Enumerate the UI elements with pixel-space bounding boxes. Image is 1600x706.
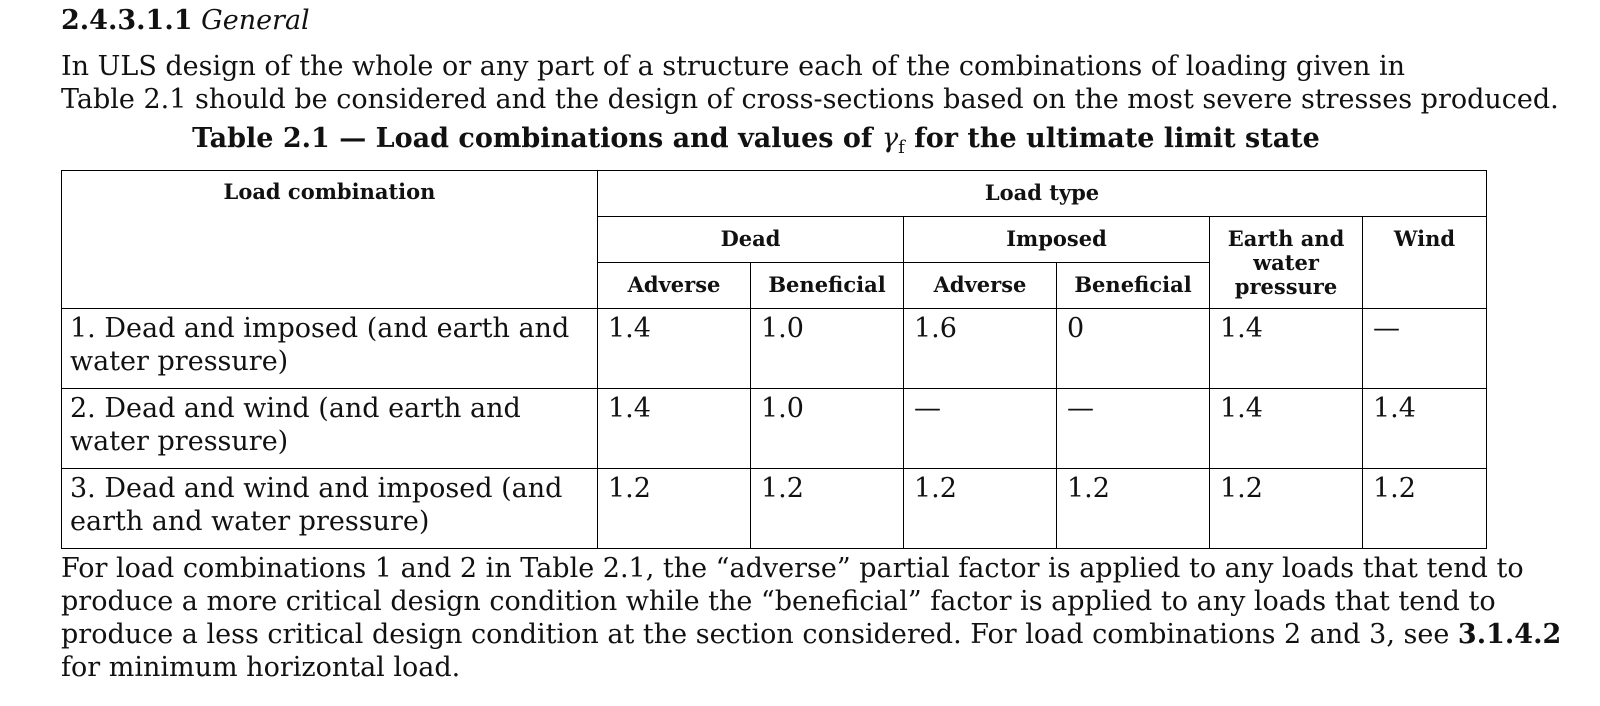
cell-earth-water: 1.4 <box>1210 309 1363 389</box>
gamma-symbol: γ <box>881 123 899 154</box>
header-dead-beneficial: Beneficial <box>751 263 904 309</box>
header-load-type: Load type <box>598 171 1487 217</box>
header-dead: Dead <box>598 217 904 263</box>
cell-wind: — <box>1363 309 1487 389</box>
header-earth-water-pressure: Earth and water pressure <box>1210 217 1363 309</box>
table-caption-suffix: for the ultimate limit state <box>904 123 1320 154</box>
table-caption <box>61 122 1451 165</box>
cell-dead-adverse: 1.4 <box>598 389 751 469</box>
table-row <box>62 469 1487 549</box>
cell-imposed-beneficial: 1.2 <box>1057 469 1210 549</box>
note-line: produce a more critical design condition while the “beneficial” factor is applied to any loads that tend to <box>61 586 1496 617</box>
cell-imposed-adverse: — <box>904 389 1057 469</box>
header-imposed-beneficial: Beneficial <box>1057 263 1210 309</box>
clause-number: 2.4.3.1.1 <box>61 5 193 36</box>
intro-paragraph <box>61 50 1559 116</box>
cell-dead-beneficial: 1.0 <box>751 309 904 389</box>
header-wind: Wind <box>1363 217 1487 309</box>
clause-reference-link: 3.1.4.2 <box>1457 619 1562 650</box>
row-label: 2. Dead and wind (and earth and water pressure) <box>62 389 598 469</box>
note-line: for minimum horizontal load. <box>61 652 461 683</box>
cell-imposed-adverse: 1.6 <box>904 309 1057 389</box>
cell-dead-beneficial: 1.2 <box>751 469 904 549</box>
cell-dead-adverse: 1.4 <box>598 309 751 389</box>
cell-earth-water: 1.2 <box>1210 469 1363 549</box>
intro-line: Table 2.1 should be considered and the design of cross-sections based on the most severe stresses produced. <box>61 84 1559 115</box>
header-imposed-adverse: Adverse <box>904 263 1057 309</box>
note-line <box>61 618 1562 651</box>
note-paragraph <box>61 552 1562 684</box>
gamma-subscript: f <box>898 137 905 158</box>
cell-imposed-adverse: 1.2 <box>904 469 1057 549</box>
header-load-combination: Load combination <box>62 171 598 309</box>
header-imposed: Imposed <box>904 217 1210 263</box>
cell-imposed-beneficial: — <box>1057 389 1210 469</box>
note-line: For load combinations 1 and 2 in Table 2.1, the “adverse” partial factor is applied to any loads that tend to <box>61 553 1524 584</box>
load-combinations-table <box>61 170 1487 549</box>
row-label: 3. Dead and wind and imposed (and earth and water pressure) <box>62 469 598 549</box>
clause-title: General <box>201 5 310 36</box>
header-dead-adverse: Adverse <box>598 263 751 309</box>
row-label: 1. Dead and imposed (and earth and water pressure) <box>62 309 598 389</box>
cell-dead-beneficial: 1.0 <box>751 389 904 469</box>
note-line-text: produce a less critical design condition at the section considered. For load combinations 2 and 3, see <box>61 619 1458 650</box>
cell-imposed-beneficial: 0 <box>1057 309 1210 389</box>
cell-dead-adverse: 1.2 <box>598 469 751 549</box>
table-caption-prefix: Table 2.1 — Load combinations and values of <box>192 123 882 154</box>
cell-wind: 1.2 <box>1363 469 1487 549</box>
clause-heading <box>61 4 310 38</box>
intro-line: In ULS design of the whole or any part of a structure each of the combinations of loading given in <box>61 51 1406 82</box>
cell-wind: 1.4 <box>1363 389 1487 469</box>
cell-earth-water: 1.4 <box>1210 389 1363 469</box>
table-row <box>62 389 1487 469</box>
table-row <box>62 309 1487 389</box>
